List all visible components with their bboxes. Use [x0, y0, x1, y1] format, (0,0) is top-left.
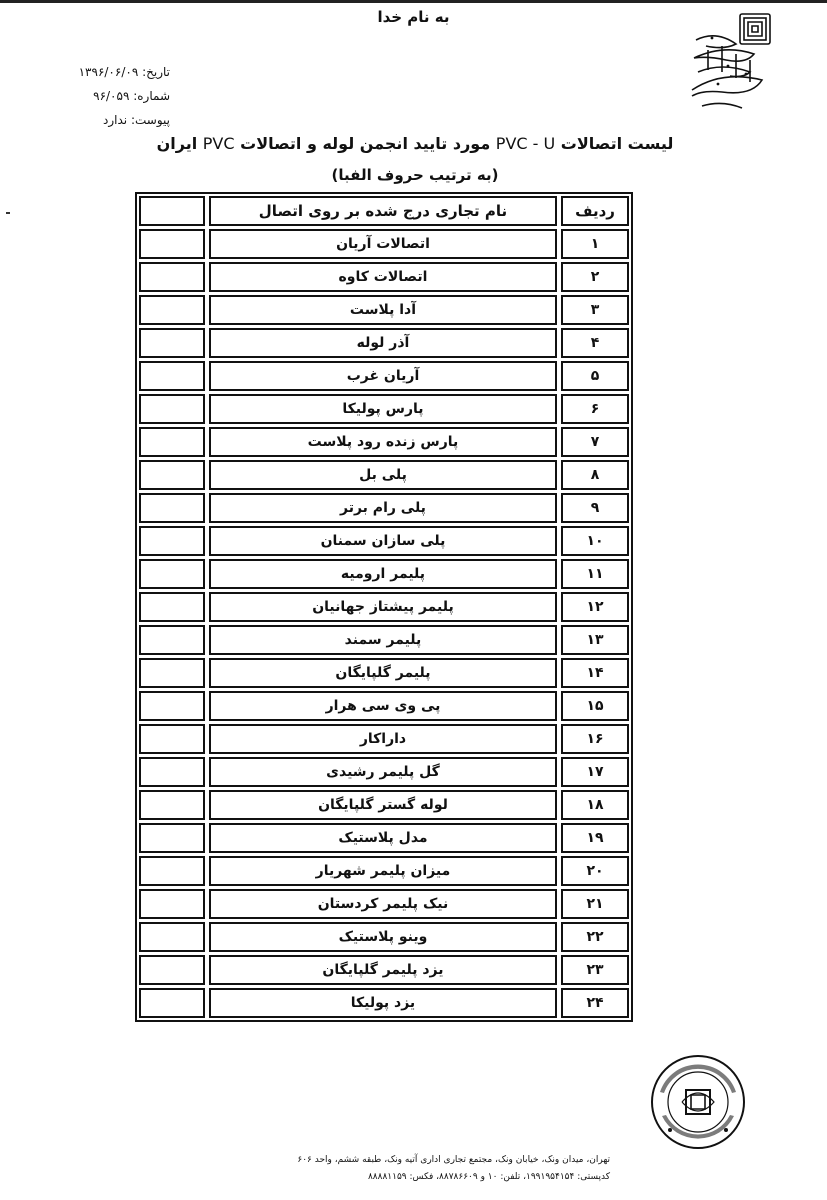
table-row	[139, 460, 629, 490]
footer-address: تهران، میدان ونک، خیابان ونک، مجتمع تجاری اداری آتیه ونک، طبقه ششم، واحد ۶۰۶	[297, 1155, 610, 1165]
table-row	[139, 295, 629, 325]
row-number-cell: ۱۹	[561, 823, 629, 853]
brand-name-cell: پلیمر سمند	[209, 625, 557, 655]
brand-name-cell: پلیمر پیشتاز جهانیان	[209, 592, 557, 622]
row-number-cell: ۵	[561, 361, 629, 391]
extra-cell	[139, 691, 205, 721]
brand-name-cell: پلی بل	[209, 460, 557, 490]
row-number-cell: ۱	[561, 229, 629, 259]
extra-cell	[139, 724, 205, 754]
row-number-cell: ۱۲	[561, 592, 629, 622]
table-row	[139, 526, 629, 556]
brand-name-cell: آذر لوله	[209, 328, 557, 358]
table-body	[139, 229, 629, 1018]
header-extra	[139, 196, 205, 226]
table-row	[139, 559, 629, 589]
row-number-cell: ۱۰	[561, 526, 629, 556]
brand-name-cell: آدا پلاست	[209, 295, 557, 325]
extra-cell	[139, 988, 205, 1018]
title-middle: مورد تایید انجمن لوله و اتصالات	[240, 134, 491, 153]
brand-name-cell: یزد پولیکا	[209, 988, 557, 1018]
table-row	[139, 394, 629, 424]
row-number-cell: ۲۳	[561, 955, 629, 985]
scan-mark	[6, 212, 10, 214]
table-row	[139, 691, 629, 721]
row-number-cell: ۱۱	[561, 559, 629, 589]
header-brand-name: نام تجاری درج شده بر روی اتصال	[209, 196, 557, 226]
association-logo-icon	[688, 10, 778, 120]
extra-cell	[139, 295, 205, 325]
page-top-border	[0, 0, 827, 3]
extra-cell	[139, 361, 205, 391]
table-row	[139, 955, 629, 985]
brand-name-cell: یزد پلیمر گلپایگان	[209, 955, 557, 985]
row-number-cell: ۱۶	[561, 724, 629, 754]
row-number-cell: ۳	[561, 295, 629, 325]
table-row	[139, 625, 629, 655]
document-number: شماره: ۹۶/۰۵۹	[93, 89, 170, 103]
brand-name-cell: لوله گستر گلپایگان	[209, 790, 557, 820]
fittings-table-frame	[135, 192, 633, 1022]
brand-name-cell: آریان غرب	[209, 361, 557, 391]
title-latin: PVC - U	[495, 134, 556, 153]
extra-cell	[139, 328, 205, 358]
row-number-cell: ۱۸	[561, 790, 629, 820]
extra-cell	[139, 856, 205, 886]
document-meta	[30, 60, 170, 132]
table-row	[139, 658, 629, 688]
brand-name-cell: پارس پولیکا	[209, 394, 557, 424]
table-row	[139, 823, 629, 853]
row-number-cell: ۲۲	[561, 922, 629, 952]
table-header-row	[139, 196, 629, 226]
extra-cell	[139, 262, 205, 292]
table-row	[139, 856, 629, 886]
header-row-number: ردیف	[561, 196, 629, 226]
table-row	[139, 724, 629, 754]
extra-cell	[139, 823, 205, 853]
extra-cell	[139, 592, 205, 622]
extra-cell	[139, 922, 205, 952]
extra-cell	[139, 394, 205, 424]
brand-name-cell: وینو پلاستیک	[209, 922, 557, 952]
document-date: تاریخ: ۱۳۹۶/۰۶/۰۹	[78, 65, 170, 79]
row-number-cell: ۲۴	[561, 988, 629, 1018]
brand-name-cell: پلیمر گلپایگان	[209, 658, 557, 688]
brand-name-cell: نیک پلیمر کردستان	[209, 889, 557, 919]
table-row	[139, 790, 629, 820]
title-suffix: ایران	[156, 134, 198, 153]
brand-name-cell: پی وی سی هرار	[209, 691, 557, 721]
row-number-cell: ۶	[561, 394, 629, 424]
extra-cell	[139, 526, 205, 556]
row-number-cell: ۲	[561, 262, 629, 292]
extra-cell	[139, 559, 205, 589]
table-row	[139, 493, 629, 523]
row-number-cell: ۲۰	[561, 856, 629, 886]
extra-cell	[139, 658, 205, 688]
brand-name-cell: اتصالات آریان	[209, 229, 557, 259]
row-number-cell: ۱۳	[561, 625, 629, 655]
document-subtitle: (به ترتیب حروف الفبا)	[331, 166, 499, 184]
extra-cell	[139, 790, 205, 820]
row-number-cell: ۱۴	[561, 658, 629, 688]
bismillah-heading: به نام خدا	[377, 8, 450, 26]
title-prefix: لیست اتصالات	[560, 134, 674, 153]
brand-name-cell: پلی سازان سمنان	[209, 526, 557, 556]
row-number-cell: ۷	[561, 427, 629, 457]
document-attachment: پیوست: ندارد	[103, 113, 170, 127]
row-number-cell: ۴	[561, 328, 629, 358]
extra-cell	[139, 757, 205, 787]
brand-name-cell: میزان پلیمر شهریار	[209, 856, 557, 886]
title-latin2: PVC	[202, 134, 235, 153]
extra-cell	[139, 625, 205, 655]
extra-cell	[139, 955, 205, 985]
row-number-cell: ۸	[561, 460, 629, 490]
brand-name-cell: گل پلیمر رشیدی	[209, 757, 557, 787]
extra-cell	[139, 229, 205, 259]
table-row	[139, 592, 629, 622]
table-row	[139, 889, 629, 919]
table-row	[139, 757, 629, 787]
table-row	[139, 262, 629, 292]
brand-name-cell: اتصالات کاوه	[209, 262, 557, 292]
row-number-cell: ۲۱	[561, 889, 629, 919]
row-number-cell: ۹	[561, 493, 629, 523]
brand-name-cell: پلی رام برتر	[209, 493, 557, 523]
table-row	[139, 988, 629, 1018]
row-number-cell: ۱۵	[561, 691, 629, 721]
extra-cell	[139, 889, 205, 919]
row-number-cell: ۱۷	[561, 757, 629, 787]
brand-name-cell: داراکار	[209, 724, 557, 754]
footer-address-block	[100, 1152, 610, 1186]
brand-name-cell: مدل پلاستیک	[209, 823, 557, 853]
document-title	[60, 134, 770, 153]
table-row	[139, 361, 629, 391]
table-row	[139, 922, 629, 952]
extra-cell	[139, 427, 205, 457]
extra-cell	[139, 460, 205, 490]
table-row	[139, 229, 629, 259]
extra-cell	[139, 493, 205, 523]
table-row	[139, 427, 629, 457]
brand-name-cell: پلیمر ارومیه	[209, 559, 557, 589]
table-row	[139, 328, 629, 358]
association-seal-icon	[648, 1052, 748, 1152]
footer-contact: کدپستی: ۱۹۹۱۹۵۴۱۵۴، تلفن: ۱۰ و ۸۸۷۸۶۶۰۹، فکس: ۸۸۸۸۱۱۵۹	[367, 1172, 610, 1182]
fittings-table	[139, 193, 629, 1021]
brand-name-cell: پارس زنده رود پلاست	[209, 427, 557, 457]
